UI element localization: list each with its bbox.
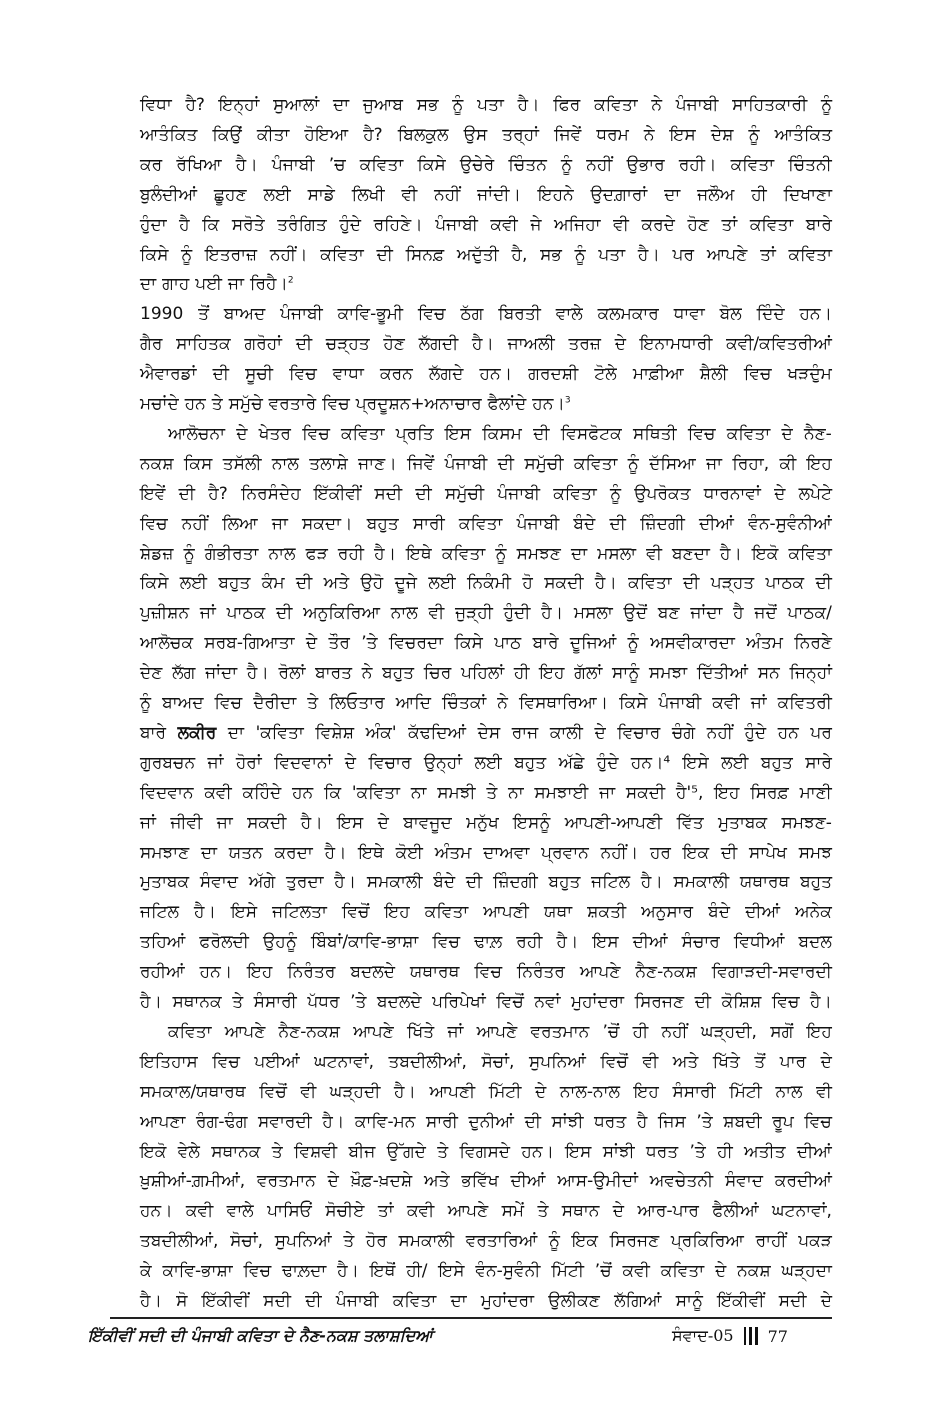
text-line: ਨੂੰ ਬਾਅਦ ਵਿਚ ਦੈਰੀਦਾ ਤੇ ਲਿਓਤਾਰ ਆਦਿ ਚਿੰਤਕਾਂ ਨੇ ਵਿਸਥਾਰਿਆ। ਕਿਸੇ ਪੰਜਾਬੀ ਕਵੀ ਜਾਂ ਕਵਿਤਰੀ [140,693,832,713]
text-line: ਪੁਜ਼ੀਸ਼ਨ ਜਾਂ ਪਾਠਕ ਦੀ ਅਨੁਕਿਰਿਆ ਨਾਲ ਵੀ ਜੁੜ੍ਹੀ ਹੁੰਦੀ ਹੈ। ਮਸਲਾ ਉਦੋਂ ਬਣ ਜਾਂਦਾ ਹੈ ਜਦੋਂ ਪਾਠਕ/ [140,603,832,624]
text-line: ਵਿਦਵਾਨ ਕਵੀ ਕਹਿੰਦੇ ਹਨ ਕਿ 'ਕਵਿਤਾ ਨਾ ਸਮਝੀ ਤੇ ਨਾ ਸਮਝਾਈ ਜਾ ਸਕਦੀ ਹੈ'⁵, ਇਹ ਸਿਰਫ਼ ਮਾਣੀ [140,782,832,803]
text-line: ਸਮਕਾਲ/ਯਥਾਰਥ ਵਿਚੋਂ ਵੀ ਘੜ੍ਹਦੀ ਹੈ। ਆਪਣੀ ਮਿੱਟੀ ਦੇ ਨਾਲ-ਨਾਲ ਇਹ ਸੰਸਾਰੀ ਮਿੱਟੀ ਨਾਲ ਵੀ [140,1081,832,1102]
text-line: ਸ਼ੇਡਜ਼ ਨੂੰ ਗੰਭੀਰਤਾ ਨਾਲ ਫੜ ਰਹੀ ਹੈ। ਇਥੇ ਕਵਿਤਾ ਨੂੰ ਸਮਝਣ ਦਾ ਮਸਲਾ ਵੀ ਬਣਦਾ ਹੈ। ਇਕੋ ਕਵਿਤਾ [140,543,832,564]
text-line: ਹੁੰਦਾ ਹੈ ਕਿ ਸਰੋਤੇ ਤਰੰਗਿਤ ਹੁੰਦੇ ਰਹਿਣੇ। ਪੰਜਾਬੀ ਕਵੀ ਜੇ ਅਜਿਹਾ ਵੀ ਕਰਦੇ ਹੋਣ ਤਾਂ ਕਵਿਤਾ ਬਾਰੇ [140,214,832,235]
footer-divider [110,1317,832,1319]
text-line: ਸਮਝਾਣ ਦਾ ਯਤਨ ਕਰਦਾ ਹੈ। ਇਥੇ ਕੋਈ ਅੰਤਮ ਦਾਅਵਾ ਪ੍ਰਵਾਨ ਨਹੀਂ। ਹਰ ਇਕ ਦੀ ਸਾਪੇਖ ਸਮਝ [140,842,832,863]
text-line: ਦਾ ਗਾਹ ਪਈ ਜਾ ਰਿਹੈ।$^2$ [140,274,294,295]
text-line: ਰਹੀਆਂ ਹਨ। ਇਹ ਨਿਰੰਤਰ ਬਦਲਦੇ ਯਥਾਰਥ ਵਿਚ ਨਿਰੰਤਰ ਆਪਣੇ ਨੈਣ-ਨਕਸ਼ ਵਿਗਾੜਦੀ-ਸਵਾਰਦੀ [140,962,832,983]
text-line: ਦੇਣ ਲੱਗ ਜਾਂਦਾ ਹੈ। ਰੋਲਾਂ ਬਾਰਤ ਨੇ ਬਹੁਤ ਚਿਰ ਪਹਿਲਾਂ ਹੀ ਇਹ ਗੱਲਾਂ ਸਾਨੂੰ ਸਮਝਾ ਦਿੱਤੀਆਂ ਸਨ ਜਿਨ੍ਹਾਂ [140,663,832,684]
text-line: ਕਿਸੇ ਨੂੰ ਇਤਰਾਜ਼ ਨਹੀਂ। ਕਵਿਤਾ ਦੀ ਸਿਨਫ਼ ਅਦੁੱਤੀ ਹੈ, ਸਭ ਨੂੰ ਪਤਾ ਹੈ। ਪਰ ਆਪਣੇ ਤਾਂ ਕਵਿਤਾ [140,244,832,265]
text-line: ਆਲੋਚਕ ਸਰਬ-ਗਿਆਤਾ ਦੇ ਤੌਰ ’ਤੇ ਵਿਚਰਦਾ ਕਿਸੇ ਪਾਠ ਬਾਰੇ ਦੂਜਿਆਂ ਨੂੰ ਅਸਵੀਕਾਰਦਾ ਅੰਤਮ ਨਿਰਣੇ [140,633,832,654]
text-line: ਬੁਲੰਦੀਆਂ ਛੂਹਣ ਲਈ ਸਾਡੇ ਲਿਖੀ ਵੀ ਨਹੀਂ ਜਾਂਦੀ। ਇਹਨੇ ਉਦਗ਼ਾਰਾਂ ਦਾ ਜਲੌਅ ਹੀ ਦਿਖਾਣਾ [140,184,832,205]
text-line: ਮੁਤਾਬਕ ਸੰਵਾਦ ਅੱਗੇ ਤੁਰਦਾ ਹੈ। ਸਮਕਾਲੀ ਬੰਦੇ ਦੀ ਜ਼ਿੰਦਗੀ ਬਹੁਤ ਜਟਿਲ ਹੈ। ਸਮਕਾਲੀ ਯਥਾਰਥ ਬਹੁਤ [140,872,832,893]
text-line: ਐਵਾਰਡਾਂ ਦੀ ਸੂਚੀ ਵਿਚ ਵਾਧਾ ਕਰਨ ਲੱਗਦੇ ਹਨ। ਗਰਦਸ਼ੀ ਟੋਲੇ ਮਾਫ਼ੀਆ ਸ਼ੈਲੀ ਵਿਚ ਖੜਦੁੰਮ [140,364,832,385]
text-line: ਬਾਰੇ ਲਕੀਰ ਦਾ 'ਕਵਿਤਾ ਵਿਸ਼ੇਸ਼ ਅੰਕ' ਕੱਢਦਿਆਂ ਦੇਸ ਰਾਜ ਕਾਲੀ ਦੇ ਵਿਚਾਰ ਚੰਗੇ ਨਹੀਂ ਹੁੰਦੇ ਹਨ ਪਰ [140,722,832,743]
text-line: ਗੁਰਬਚਨ ਜਾਂ ਹੋਰਾਂ ਵਿਦਵਾਨਾਂ ਦੇ ਵਿਚਾਰ ਉਨ੍ਹਾਂ ਲਈ ਬਹੁਤ ਅੱਛੇ ਹੁੰਦੇ ਹਨ।⁴ ਇਸੇ ਲਈ ਬਹੁਤ ਸਾਰੇ [140,752,832,773]
text-line: ਹਨ। ਕਵੀ ਵਾਲੇ ਪਾਸਿਓਂ ਸੋਚੀਏ ਤਾਂ ਕਵੀ ਆਪਣੇ ਸਮੇਂ ਤੇ ਸਥਾਨ ਦੇ ਆਰ-ਪਾਰ ਫੈਲੀਆਂ ਘਟਨਾਵਾਂ, [140,1201,832,1222]
footer-journal-info [672,1326,788,1346]
text-line: ਆਪਣਾ ਰੰਗ-ਢੰਗ ਸਵਾਰਦੀ ਹੈ। ਕਾਵਿ-ਮਨ ਸਾਰੀ ਦੁਨੀਆਂ ਦੀ ਸਾਂਝੀ ਧਰਤ ਹੈ ਜਿਸ ’ਤੇ ਸ਼ਬਦੀ ਰੂਪ ਵਿਚ [140,1111,832,1132]
text-line: ਤਬਦੀਲੀਆਂ, ਸੋਚਾਂ, ਸੁਪਨਿਆਂ ਤੇ ਹੋਰ ਸਮਕਾਲੀ ਵਰਤਾਰਿਆਂ ਨੂੰ ਇਕ ਸਿਰਜਣ ਪ੍ਰਕਿਰਿਆ ਰਾਹੀਂ ਪਕੜ [140,1231,832,1252]
text-line: ਹੈ। ਸੋ ਇੱਕੀਵੀਂ ਸਦੀ ਦੀ ਪੰਜਾਬੀ ਕਵਿਤਾ ਦਾ ਮੁਹਾਂਦਰਾ ਉਲੀਕਣ ਲੱਗਿਆਂ ਸਾਨੂੰ ਇੱਕੀਵੀਂ ਸਦੀ ਦੇ [140,1291,832,1311]
separator-bars-icon [744,1327,758,1345]
text-line: ਕਰ ਰੱਖਿਆ ਹੈ। ਪੰਜਾਬੀ ’ਚ ਕਵਿਤਾ ਕਿਸੇ ਉਚੇਰੇ ਚਿੰਤਨ ਨੂੰ ਨਹੀਂ ਉਭਾਰ ਰਹੀ। ਕਵਿਤਾ ਚਿੰਤਨੀ [140,154,832,175]
text-line: ਜਾਂ ਜੀਵੀ ਜਾ ਸਕਦੀ ਹੈ। ਇਸ ਦੇ ਬਾਵਜੂਦ ਮਨੁੱਖ ਇਸਨੂੰ ਆਪਣੀ-ਆਪਣੀ ਵਿੱਤ ਮੁਤਾਬਕ ਸਮਝਣ- [140,812,832,833]
text-line: ਇਤਿਹਾਸ ਵਿਚ ਪਈਆਂ ਘਟਨਾਵਾਂ, ਤਬਦੀਲੀਆਂ, ਸੋਚਾਂ, ਸੁਪਨਿਆਂ ਵਿਚੋਂ ਵੀ ਅਤੇ ਖਿੱਤੇ ਤੋਂ ਪਾਰ ਦੇ [140,1051,832,1072]
running-title: ਇੱਕੀਵੀਂ ਸਦੀ ਦੀ ਪੰਜਾਬੀ ਕਵਿਤਾ ਦੇ ਨੈਣ-ਨਕਸ਼ ਤਲਾਸ਼ਦਿਆਂ [88,1326,433,1345]
text-line: ਕੇ ਕਾਵਿ-ਭਾਸ਼ਾ ਵਿਚ ਢਾਲ਼ਦਾ ਹੈ। ਇਥੋਂ ਹੀ/ ਇਸੇ ਵੰਨ-ਸੁਵੰਨੀ ਮਿੱਟੀ ’ਚੋਂ ਕਵੀ ਕਵਿਤਾ ਦੇ ਨਕਸ਼ ਘੜ੍ਹਦਾ [140,1261,832,1282]
journal-issue: ਸੰਵਾਦ-05 [672,1326,734,1345]
text-line: ਇਵੇਂ ਦੀ ਹੈ? ਨਿਰਸੰਦੇਹ ਇੱਕੀਵੀਂ ਸਦੀ ਦੀ ਸਮੁੱਚੀ ਪੰਜਾਬੀ ਕਵਿਤਾ ਨੂੰ ਉਪਰੋਕਤ ਧਾਰਨਾਵਾਂ ਦੇ ਲਪੇਟੇ [140,483,832,504]
text-line: 1990 ਤੋਂ ਬਾਅਦ ਪੰਜਾਬੀ ਕਾਵਿ-ਭੂਮੀ ਵਿਚ ਠੱਗ ਬਿਰਤੀ ਵਾਲੇ ਕਲਮਕਾਰ ਧਾਵਾ ਬੋਲ ਦਿੰਦੇ ਹਨ। [140,304,832,325]
text-line: ਆਲੋਚਨਾ ਦੇ ਖੇਤਰ ਵਿਚ ਕਵਿਤਾ ਪ੍ਰਤਿ ਇਸ ਕਿਸਮ ਦੀ ਵਿਸਫੋਟਕ ਸਥਿਤੀ ਵਿਚ ਕਵਿਤਾ ਦੇ ਨੈਣ- [168,423,832,444]
text-line: ਵਿਧਾ ਹੈ? ਇਨ੍ਹਾਂ ਸੁਆਲਾਂ ਦਾ ਜੁਆਬ ਸਭ ਨੂੰ ਪਤਾ ਹੈ। ਫਿਰ ਕਵਿਤਾ ਨੇ ਪੰਜਾਬੀ ਸਾਹਿਤਕਾਰੀ ਨੂੰ [140,95,832,115]
text-line: ਹੈ। ਸਥਾਨਕ ਤੇ ਸੰਸਾਰੀ ਪੱਧਰ ’ਤੇ ਬਦਲਦੇ ਪਰਿਪੇਖਾਂ ਵਿਚੋਂ ਨਵਾਂ ਮੁਹਾਂਦਰਾ ਸਿਰਜਣ ਦੀ ਕੋਸ਼ਿਸ਼ ਵਿਚ ਹੈ। [140,992,832,1012]
text-line: ਵਿਚ ਨਹੀਂ ਲਿਆ ਜਾ ਸਕਦਾ। ਬਹੁਤ ਸਾਰੀ ਕਵਿਤਾ ਪੰਜਾਬੀ ਬੰਦੇ ਦੀ ਜ਼ਿੰਦਗੀ ਦੀਆਂ ਵੰਨ-ਸੁਵੰਨੀਆਂ [140,513,832,534]
text-line: ਕਿਸੇ ਲਈ ਬਹੁਤ ਕੰਮ ਦੀ ਅਤੇ ਉਹੋ ਦੂਜੇ ਲਈ ਨਿਕੰਮੀ ਹੋ ਸਕਦੀ ਹੈ। ਕਵਿਤਾ ਦੀ ਪੜ੍ਹਤ ਪਾਠਕ ਦੀ [140,573,832,594]
text-line: ਤਹਿਆਂ ਫਰੋਲਦੀ ਉਹਨੂੰ ਬਿੰਬਾਂ/ਕਾਵਿ-ਭਾਸ਼ਾ ਵਿਚ ਢਾਲ਼ ਰਹੀ ਹੈ। ਇਸ ਦੀਆਂ ਸੰਚਾਰ ਵਿਧੀਆਂ ਬਦਲ [140,932,832,953]
text-line: ਜਟਿਲ ਹੈ। ਇਸੇ ਜਟਿਲਤਾ ਵਿਚੋਂ ਇਹ ਕਵਿਤਾ ਆਪਣੀ ਯਥਾ ਸ਼ਕਤੀ ਅਨੁਸਾਰ ਬੰਦੇ ਦੀਆਂ ਅਨੇਕ [140,902,832,923]
page-number: 77 [767,1326,788,1346]
text-line: ਗੈਰ ਸਾਹਿਤਕ ਗਰੋਹਾਂ ਦੀ ਚੜ੍ਹਤ ਹੋਣ ਲੱਗਦੀ ਹੈ। ਜਾਅਲੀ ਤਰਜ਼ ਦੇ ਇਨਾਮਧਾਰੀ ਕਵੀ/ਕਵਿਤਰੀਆਂ [140,334,832,355]
text-line: ਖ਼ੁਸ਼ੀਆਂ-ਗ਼ਮੀਆਂ, ਵਰਤਮਾਨ ਦੇ ਖ਼ੌਫ਼-ਖ਼ਦਸ਼ੇ ਅਤੇ ਭਵਿੱਖ ਦੀਆਂ ਆਸ-ਉਮੀਦਾਂ ਅਵਚੇਤਨੀ ਸੰਵਾਦ ਕਰਦੀਆਂ [140,1171,832,1192]
text-line: ਆਤੰਕਿਤ ਕਿਉਂ ਕੀਤਾ ਹੋਇਆ ਹੈ? ਬਿਲਕੁਲ ਉਸ ਤਰ੍ਹਾਂ ਜਿਵੇਂ ਧਰਮ ਨੇ ਇਸ ਦੇਸ਼ ਨੂੰ ਆਤੰਕਿਤ [140,124,832,145]
text-line: ਇਕੋ ਵੇਲੇ ਸਥਾਨਕ ਤੇ ਵਿਸ਼ਵੀ ਬੀਜ ਉੱਗਦੇ ਤੇ ਵਿਗਸਦੇ ਹਨ। ਇਸ ਸਾਂਝੀ ਧਰਤ ’ਤੇ ਹੀ ਅਤੀਤ ਦੀਆਂ [140,1141,832,1162]
text-line: ਨਕਸ਼ ਕਿਸ ਤਸੱਲੀ ਨਾਲ ਤਲਾਸ਼ੇ ਜਾਣ। ਜਿਵੇਂ ਪੰਜਾਬੀ ਦੀ ਸਮੁੱਚੀ ਕਵਿਤਾ ਨੂੰ ਦੱਸਿਆ ਜਾ ਰਿਹਾ, ਕੀ ਇਹ [140,453,832,474]
text-line: ਕਵਿਤਾ ਆਪਣੇ ਨੈਣ-ਨਕਸ਼ ਆਪਣੇ ਖਿੱਤੇ ਜਾਂ ਆਪਣੇ ਵਰਤਮਾਨ ’ਚੋਂ ਹੀ ਨਹੀਂ ਘੜ੍ਹਦੀ, ਸਗੋਂ ਇਹ [168,1021,832,1042]
text-line: ਮਚਾਂਦੇ ਹਨ ਤੇ ਸਮੁੱਚੇ ਵਰਤਾਰੇ ਵਿਚ ਪ੍ਰਦੂਸ਼ਨ+ਅਨਾਚਾਰ ਫੈਲਾਂਦੇ ਹਨ।$^3$ [140,394,571,414]
